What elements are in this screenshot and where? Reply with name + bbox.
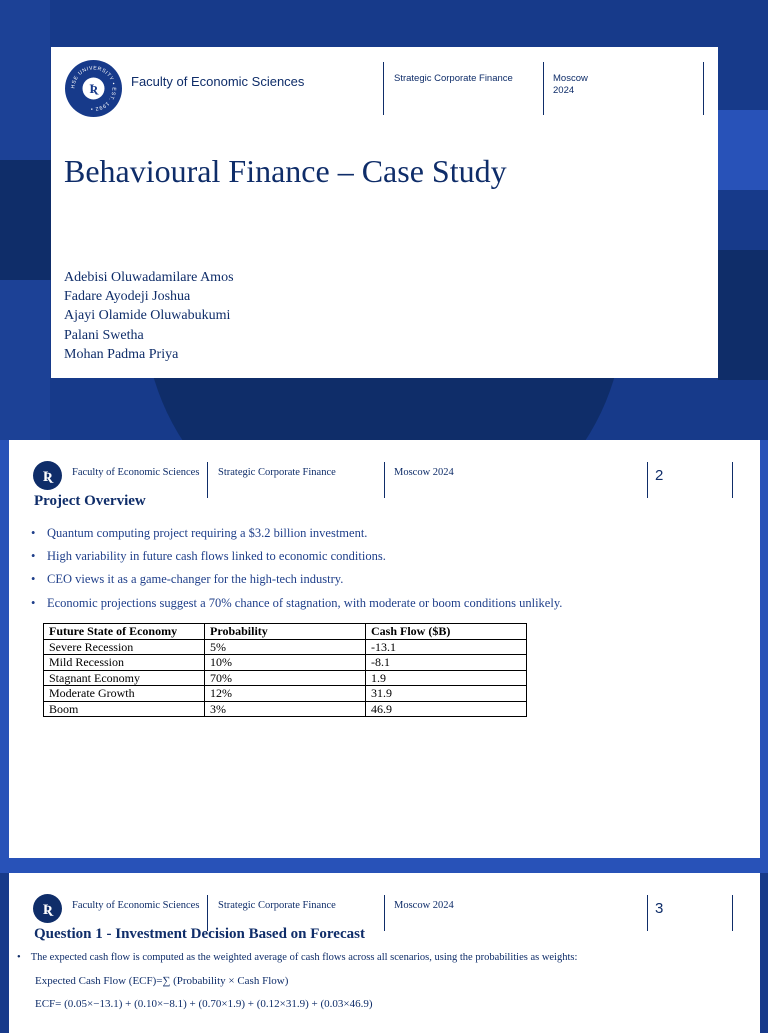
svg-text:Ʀ: Ʀ <box>89 81 98 96</box>
slide-heading: Project Overview <box>34 493 146 509</box>
table-row <box>44 701 527 717</box>
author-name: Adebisi Oluwadamilare Amos <box>64 270 234 285</box>
location-label: Moscow 2024 <box>394 467 454 478</box>
header-divider <box>732 895 733 931</box>
intro-text: The expected cash flow is computed as the weighted average of cash flows across all scenarios, using the probabilities as weights: <box>30 952 578 963</box>
ecf-formula: Expected Cash Flow (ECF)=∑ (Probability × Cash Flow) <box>35 975 289 987</box>
table-cell: -8.1 <box>366 655 527 671</box>
table-cell: Mild Recession <box>44 655 205 671</box>
question-1-slide <box>9 873 760 1033</box>
header-divider <box>384 895 385 931</box>
column-header: Cash Flow ($B) <box>366 624 527 640</box>
list-item: • CEO views it as a game-changer for the high-tech industry. <box>31 572 562 595</box>
course-label: Strategic Corporate Finance <box>218 900 336 911</box>
table-cell: 31.9 <box>366 686 527 702</box>
list-item: • Economic projections suggest a 70% chance of stagnation, with moderate or boom conditions unlikely. <box>31 596 562 619</box>
hse-logo-icon <box>33 894 62 923</box>
economy-scenarios-table <box>43 623 527 717</box>
header-divider <box>647 895 648 931</box>
table-row <box>44 686 527 702</box>
table-cell: 46.9 <box>366 701 527 717</box>
table-row <box>44 639 527 655</box>
table-cell: 5% <box>205 639 366 655</box>
svg-text:Ʀ: Ʀ <box>42 469 53 485</box>
header-divider <box>384 462 385 498</box>
title-slide <box>51 47 718 378</box>
bullet-marker: • <box>17 952 21 963</box>
presentation-title: Behavioural Finance – Case Study <box>64 153 507 189</box>
hse-university-logo <box>65 60 122 117</box>
faculty-label: Faculty of Economic Sciences <box>131 74 305 89</box>
overview-bullets <box>31 526 562 619</box>
svg-text:Ʀ: Ʀ <box>42 902 53 918</box>
project-overview-slide <box>9 440 760 858</box>
table-row <box>44 670 527 686</box>
header-divider <box>732 462 733 498</box>
intro-bullet <box>17 952 577 963</box>
course-label: Strategic Corporate Finance <box>394 73 513 84</box>
table-cell: Boom <box>44 701 205 717</box>
header-divider <box>647 462 648 498</box>
table-cell: 3% <box>205 701 366 717</box>
header-divider <box>207 462 208 498</box>
page-number: 2 <box>655 467 664 484</box>
location-label: Moscow 2024 <box>553 73 588 96</box>
table-cell: 1.9 <box>366 670 527 686</box>
table-header-row <box>44 624 527 640</box>
table-cell: Severe Recession <box>44 639 205 655</box>
author-name: Fadare Ayodeji Joshua <box>64 289 191 305</box>
faculty-label: Faculty of Economic Sciences <box>72 900 200 911</box>
author-name: Palani Swetha <box>64 327 144 343</box>
author-name: Ajayi Olamide Oluwabukumi <box>64 308 231 324</box>
course-label: Strategic Corporate Finance <box>218 467 336 478</box>
table-cell: 12% <box>205 686 366 702</box>
column-header: Probability <box>205 624 366 640</box>
slide-heading: Question 1 - Investment Decision Based on Forecast <box>34 926 365 942</box>
list-item: • High variability in future cash flows linked to economic conditions. <box>31 549 562 572</box>
list-item: • Quantum computing project requiring a $3.2 billion investment. <box>31 526 562 549</box>
column-header: Future State of Economy <box>44 624 205 640</box>
table-cell: 70% <box>205 670 366 686</box>
faculty-label: Faculty of Economic Sciences <box>72 467 200 478</box>
svg-text:HSE UNIVERSITY • EST. 1992 •: HSE UNIVERSITY • EST. 1992 • <box>70 65 117 112</box>
header-divider <box>383 62 384 115</box>
location-label: Moscow 2024 <box>394 900 454 911</box>
table-cell: -13.1 <box>366 639 527 655</box>
header-divider <box>703 62 704 115</box>
page-number: 3 <box>655 900 664 917</box>
table-cell: Moderate Growth <box>44 686 205 702</box>
hse-logo-icon <box>33 461 62 490</box>
table-cell: Stagnant Economy <box>44 670 205 686</box>
author-list <box>64 268 234 364</box>
ecf-calculation: ECF= (0.05×−13.1) + (0.10×−8.1) + (0.70×1.9) + (0.12×31.9) + (0.03×46.9) <box>35 998 373 1010</box>
author-name: Mohan Padma Priya <box>64 346 179 362</box>
table-row <box>44 655 527 671</box>
header-divider <box>543 62 544 115</box>
table-cell: 10% <box>205 655 366 671</box>
